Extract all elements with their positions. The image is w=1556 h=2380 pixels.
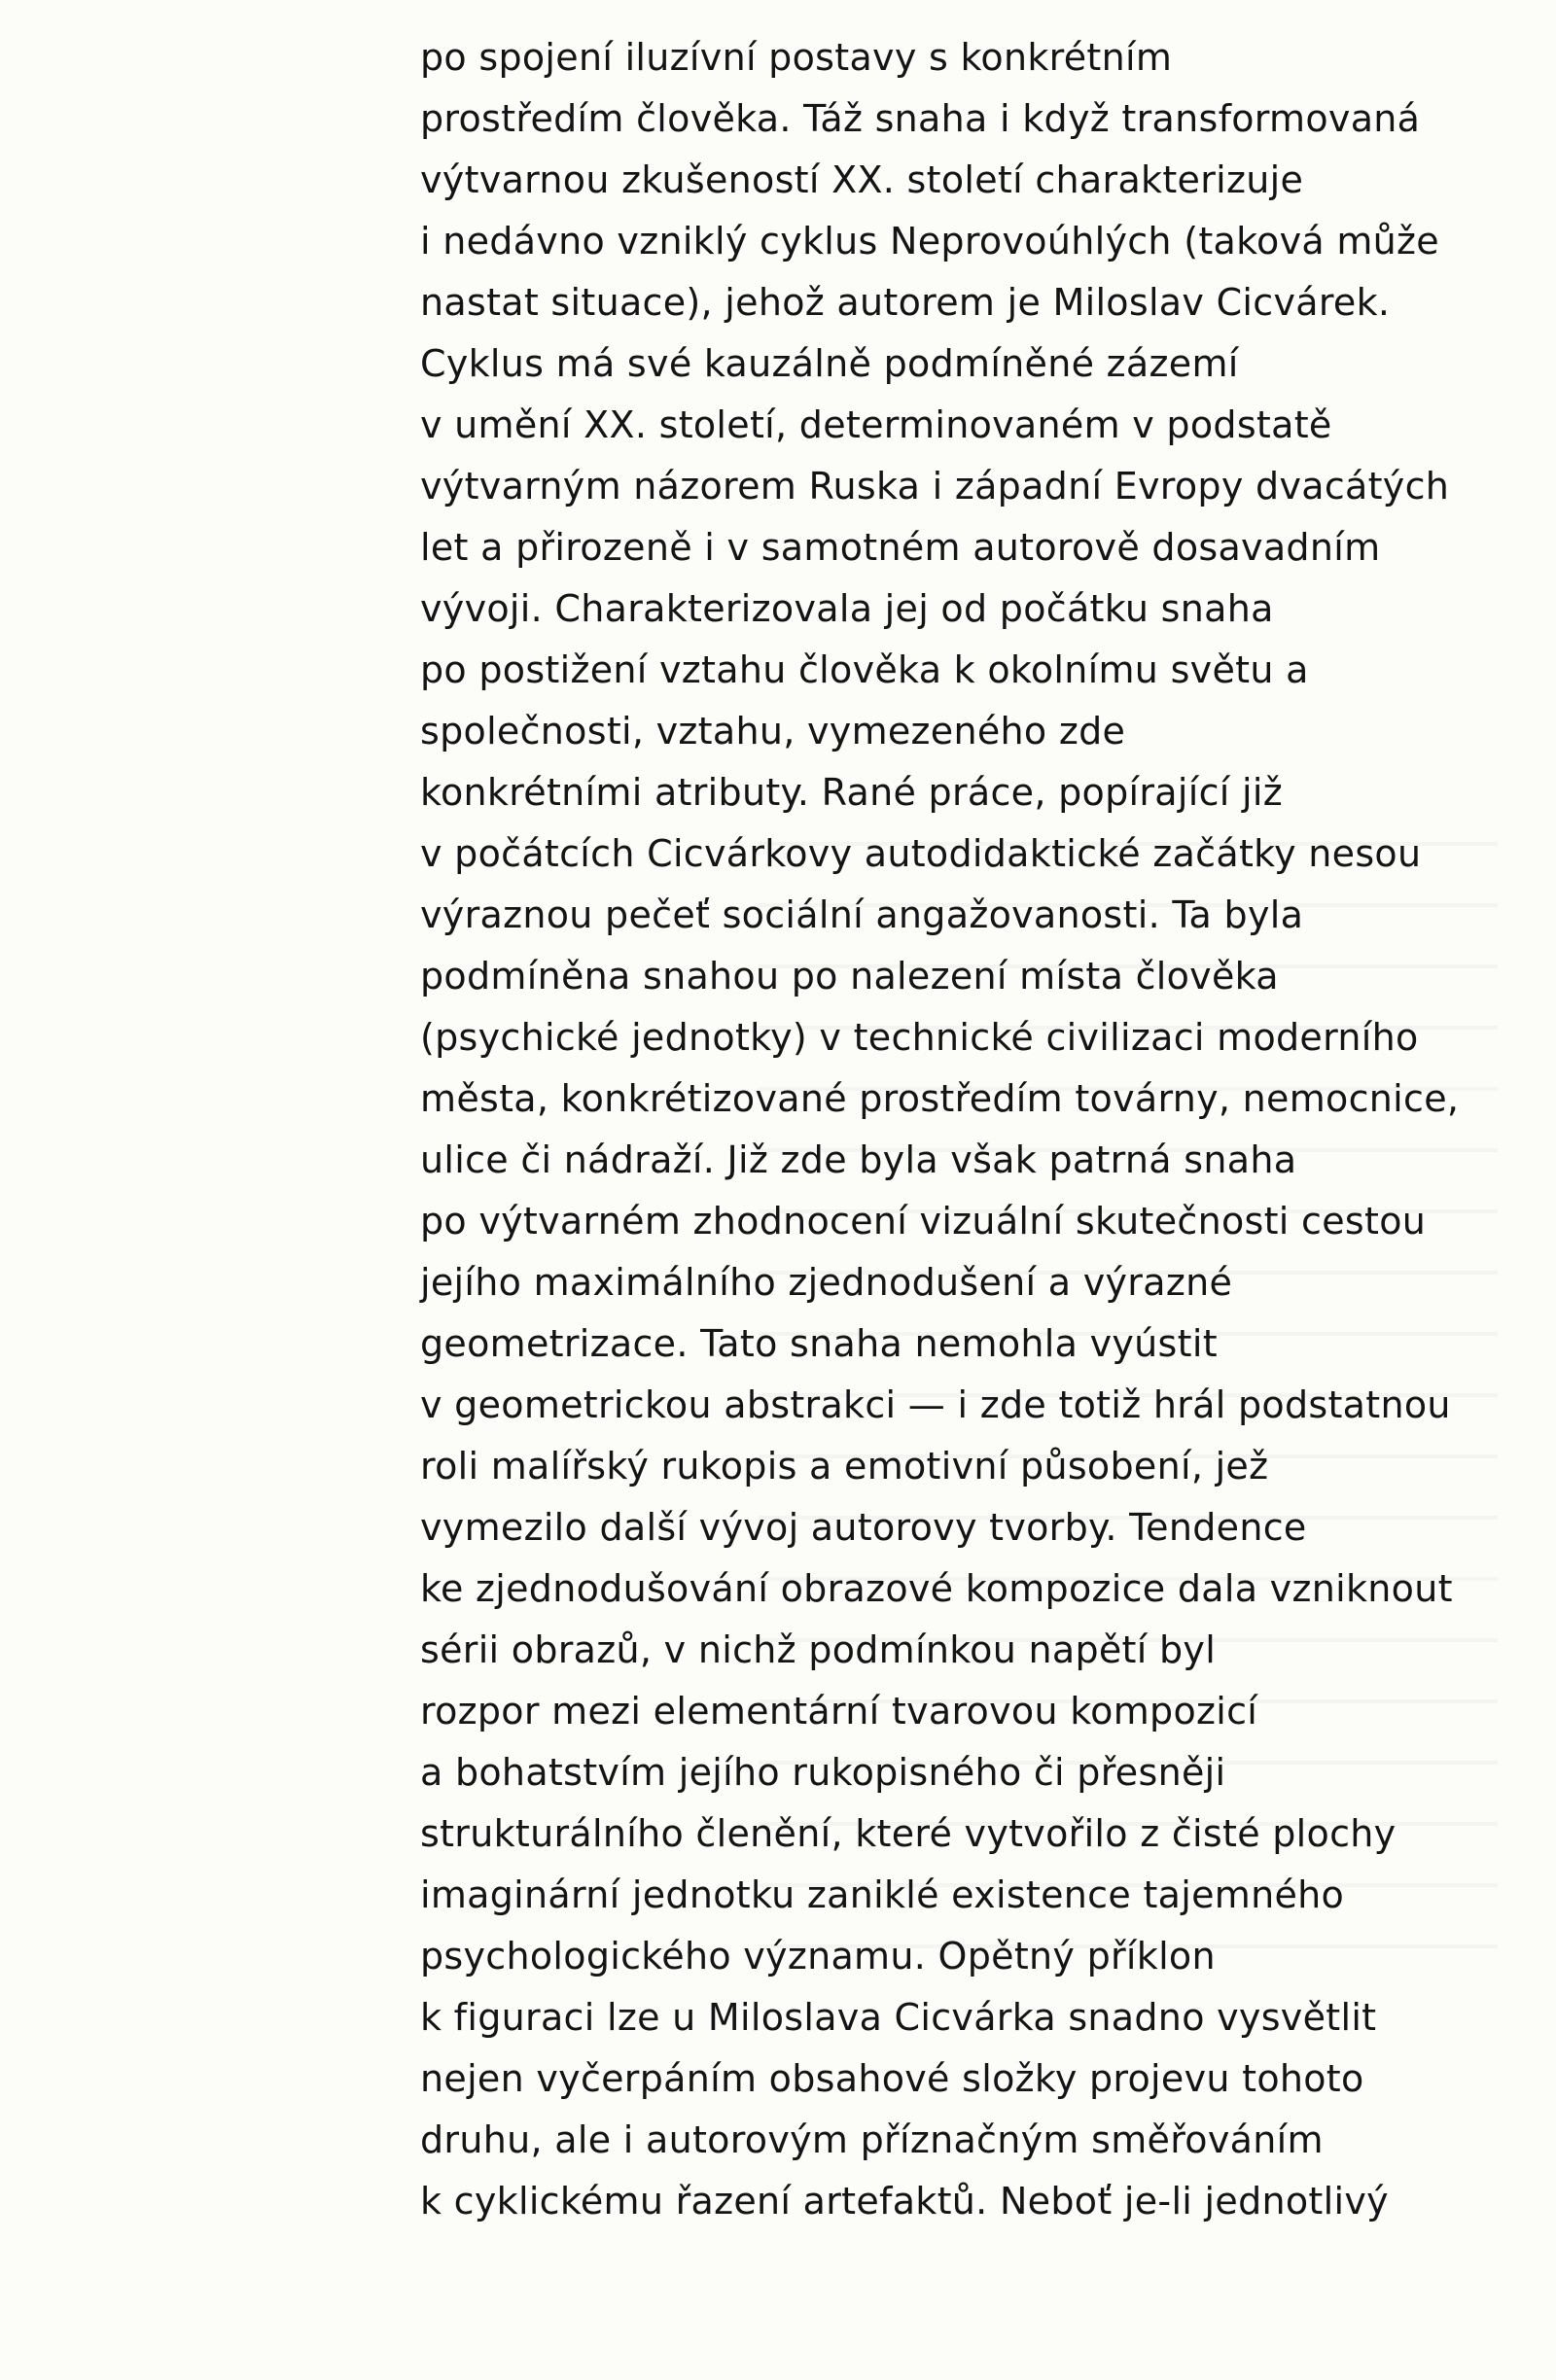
text-line: ulice či nádraží. Již zde byla však patrná snaha [420, 1138, 1297, 1181]
text-line: psychologického významu. Opětný příklon [420, 1935, 1216, 1978]
text-line: (psychické jednotky) v technické civilizaci moderního [420, 1016, 1419, 1059]
text-line: Cyklus má své kauzálně podmíněné zázemí [420, 342, 1239, 385]
text-line: a bohatstvím jejího rukopisného či přesněji [420, 1751, 1226, 1794]
text-line: k cyklickému řazení artefaktů. Neboť je-li jednotlivý [420, 2180, 1389, 2222]
body-text [420, 27, 1480, 2232]
text-line: strukturálního členění, které vytvořilo z čisté plochy [420, 1812, 1397, 1855]
text-line: ke zjednodušování obrazové kompozice dala vzniknout [420, 1567, 1453, 1610]
text-line: konkrétními atributy. Rané práce, popírající již [420, 771, 1283, 814]
text-line: druhu, ale i autorovým příznačným směřováním [420, 2118, 1324, 2161]
text-line: města, konkrétizované prostředím továrny, nemocnice, [420, 1077, 1460, 1120]
text-line: let a přirozeně i v samotném autorově dosavadním [420, 526, 1381, 569]
text-line: geometrizace. Tato snaha nemohla vyústit [420, 1322, 1218, 1365]
text-line: sérii obrazů, v nichž podmínkou napětí byl [420, 1628, 1217, 1671]
text-line: v geometrickou abstrakci — i zde totiž hrál podstatnou [420, 1383, 1451, 1426]
text-line: výtvarným názorem Ruska i západní Evropy dvacátých [420, 465, 1450, 508]
text-line: výraznou pečeť sociální angažovanosti. Ta byla [420, 893, 1304, 936]
text-line: v počátcích Cicvárkovy autodidaktické začátky nesou [420, 832, 1422, 875]
text-line: prostředím člověka. Táž snaha i když transformovaná [420, 97, 1421, 140]
text-line: po výtvarném zhodnocení vizuální skutečnosti cestou [420, 1200, 1427, 1242]
text-line: v umění XX. století, determinovaném v podstatě [420, 403, 1332, 446]
text-line: i nedávno vzniklý cyklus Neprovoúhlých (taková může [420, 220, 1439, 262]
text-line: vývoji. Charakterizovala jej od počátku snaha [420, 587, 1274, 630]
text-line: nastat situace), jehož autorem je Miloslav Cicvárek. [420, 281, 1391, 324]
text-line: rozpor mezi elementární tvarovou kompozicí [420, 1690, 1258, 1732]
text-line: nejen vyčerpáním obsahové složky projevu tohoto [420, 2057, 1364, 2100]
text-line: imaginární jednotku zaniklé existence tajemného [420, 1873, 1345, 1916]
text-line: vymezilo další vývoj autorovy tvorby. Tendence [420, 1506, 1307, 1549]
text-line: podmíněna snahou po nalezení místa člověka [420, 955, 1279, 998]
text-line: po postižení vztahu člověka k okolnímu světu a [420, 648, 1309, 691]
text-line: roli malířský rukopis a emotivní působení, jež [420, 1445, 1269, 1488]
text-line: výtvarnou zkušeností XX. století charakterizuje [420, 158, 1304, 201]
text-line: k figuraci lze u Miloslava Cicvárka snadno vysvětlit [420, 1996, 1377, 2039]
text-line: jejího maximálního zjednodušení a výrazné [420, 1261, 1233, 1304]
text-line: společnosti, vztahu, vymezeného zde [420, 710, 1126, 752]
text-line: po spojení iluzívní postavy s konkrétním [420, 36, 1173, 79]
